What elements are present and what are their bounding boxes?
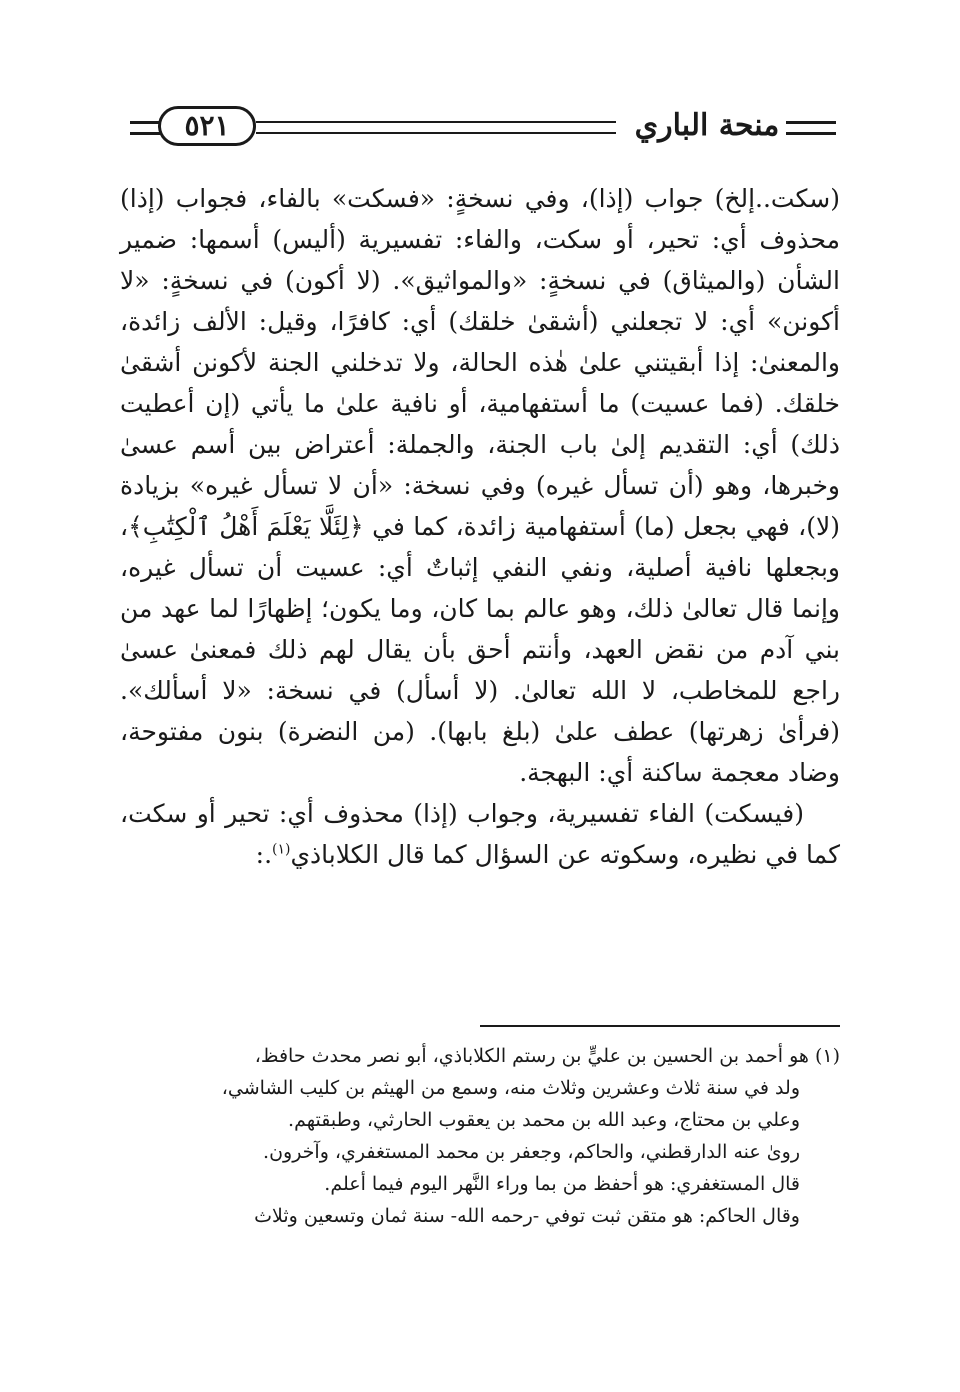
paragraph-2 xyxy=(120,793,840,875)
header-rule xyxy=(130,121,160,124)
header-rule xyxy=(256,121,616,123)
paragraph-2-end: .: xyxy=(255,840,273,869)
footnote-line: وعلي بن محتاج، وعبد الله بن محمد بن يعقوب الحارثي، وطبقتهم. xyxy=(288,1109,800,1131)
footnote-line: روىٰ عنه الدارقطني، والحاكم، وجعفر بن محمد المستغفري، وآخرون. xyxy=(263,1141,800,1163)
header-rule xyxy=(256,132,616,134)
header-rule xyxy=(786,132,836,135)
footnotes xyxy=(120,1040,840,1232)
header-rule xyxy=(130,132,160,135)
footnote-line: قال المستغفري: هو أحفظ من بما وراء النَّهر اليوم فيما أعلم. xyxy=(324,1173,800,1195)
header-rule xyxy=(786,121,836,124)
footnote-reference: (١) xyxy=(272,841,291,858)
paragraph-2-text: (فيسكت) الفاء تفسيرية، وجواب (إذا) محذوف أي: تحير أو سكت، كما في نظيره، وسكوته عن السؤال كما قال الكلاباذي xyxy=(120,799,840,869)
running-header xyxy=(0,0,960,160)
footnote-separator xyxy=(480,1025,840,1027)
running-title: منحة الباري xyxy=(634,108,780,143)
footnote-line: ولد في سنة ثلاث وعشرين وثلاث منه، وسمع من الهيثم بن كليب الشاشي، xyxy=(221,1077,800,1099)
footnote-line: (١) هو أحمد بن الحسين بن عليٍّ بن رستم الكلاباذي، أبو نصر محدث حافظ، xyxy=(254,1045,840,1067)
main-text xyxy=(120,178,840,875)
page-number: ٥٢١ xyxy=(158,106,256,146)
paragraph-1: (سكت..إلخ) جواب (إذا)، وفي نسخةٍ: «فسكت» بالفاء، فجواب (إذا) محذوف أي: تحير، أو سكت، والفاء: تفسيرية (أليس) أسمها: ضمير الشأن (والميثاق) في نسخةٍ: «والمواثيق». (لا أكون) في نسخةٍ: «لا أكونن» أي: لا تجعلني (أشقىٰ خلقك) أي: كافرًا، وقيل: الألف زائدة، والمعنىٰ: إذا أبقيتني علىٰ هٰذه الحالة، ولا تدخلني الجنة لأكونن أشقىٰ خلقك. (فما عسيت) ما أستفهامية، أو نافية علىٰ ما يأتي (إن أعطيت ذلك) أي: التقديم إلىٰ باب الجنة، والجملة: أعتراض بين أسم عسىٰ وخبرها، وهو (أن تسأل غيره) وفي نسخة: «أن لا تسأل غيره» بزيادة (لا)، فهي بجعل (ما) أستفهامية زائدة، كما في ﴿لِئَلَّا يَعْلَمَ أَهْلُ ٱلْكِتَٰبِ﴾، وبجعلها نافية أصلية، ونفي النفي إثباتٌ أي: عسيت أن تسأل غيره، وإنما قال تعالىٰ ذلك، وهو عالم بما كان، وما يكون؛ إظهارًا لما عهد من بني آدم من نقض العهد، وأنتم أحق بأن يقال لهم ذلك فمعنىٰ عسىٰ راجع للمخاطب، لا الله تعالىٰ. (لا أسأل) في نسخة: «لا أسألك». (فرأىٰ زهرتها) عطف علىٰ (بلغ بابها). (من النضرة) بنون مفتوحة، وضاد معجمة ساكنة أي: البهجة. xyxy=(120,184,840,787)
footnote-line: وقال الحاكم: هو متقن ثبت توفي -رحمه الله- سنة ثمان وتسعين وثلاث xyxy=(254,1205,800,1227)
